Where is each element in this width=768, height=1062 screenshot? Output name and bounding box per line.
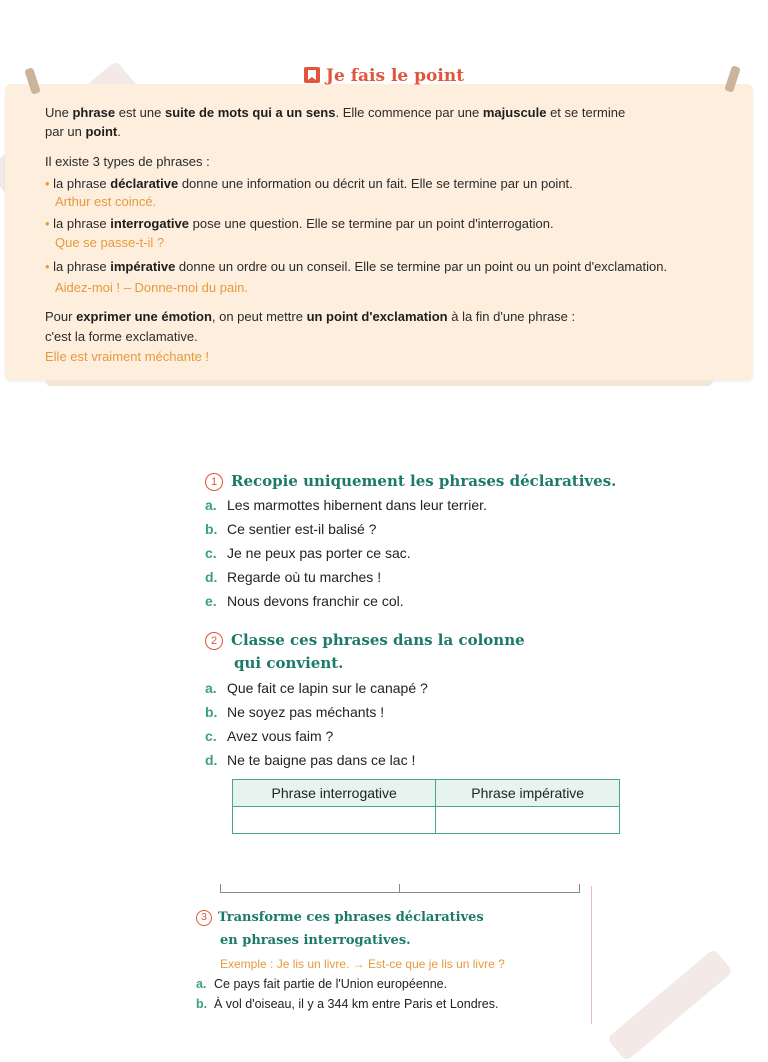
exercise-3-title — [196, 908, 484, 927]
item-letter: a. — [205, 680, 217, 696]
text: la phrase — [53, 216, 111, 231]
exercise-1-title — [205, 470, 616, 492]
keyword: phrase — [72, 105, 116, 120]
item-text: Ne te baigne pas dans ce lac ! — [227, 752, 416, 768]
example-interrogative: Que se passe-t-il ? — [55, 235, 165, 250]
item-text: Regarde où tu marches ! — [227, 569, 382, 585]
keyword: point — [85, 124, 118, 139]
bullet: • — [45, 259, 54, 274]
list-item — [205, 519, 376, 539]
summary-title-text: Je fais le point — [325, 66, 465, 86]
keyword: exprimer une émotion — [76, 309, 212, 324]
summary-title — [0, 66, 768, 86]
classification-table — [232, 779, 620, 834]
exercise-number: 3 — [196, 910, 212, 926]
cropped-table-edge — [220, 884, 580, 893]
table-cell — [233, 807, 436, 834]
item-letter: b. — [196, 997, 208, 1011]
exercise-2-title-line-2: qui convient. — [234, 654, 344, 672]
list-item — [205, 702, 384, 722]
exercise-3-title-line-2: en phrases interrogatives. — [220, 933, 411, 948]
text: . — [117, 124, 121, 139]
type-interrogative — [45, 215, 745, 233]
exercise-title-text: Classe ces phrases dans la colonne — [231, 631, 525, 649]
keyword: interrogative — [110, 216, 190, 231]
list-item — [205, 567, 381, 587]
bullet: • — [45, 176, 54, 191]
item-letter: c. — [205, 728, 217, 744]
item-text: Ce sentier est-il balisé ? — [227, 521, 377, 537]
text: donne une information ou décrit un fait. Elle se termine par un point. — [178, 176, 573, 191]
text: la phrase — [53, 259, 111, 274]
text: par un — [45, 124, 86, 139]
list-item — [205, 591, 404, 611]
text: , on peut mettre — [211, 309, 307, 324]
keyword: impérative — [110, 259, 176, 274]
emotion-example: Elle est vraiment méchante ! — [45, 349, 210, 364]
list-item — [205, 495, 487, 515]
text: la phrase — [53, 176, 111, 191]
text: donne un ordre ou un conseil. Elle se termine par un point ou un point d'exclamation. — [175, 259, 668, 274]
list-item — [196, 975, 447, 993]
item-letter: a. — [196, 977, 207, 991]
text: est une — [115, 105, 165, 120]
example-declarative: Arthur est coincé. — [55, 194, 157, 209]
type-declarative — [45, 175, 745, 193]
text: et se termine — [546, 105, 626, 120]
exercise-number: 2 — [205, 632, 223, 650]
exercise-title-text: Recopie uniquement les phrases déclaratives. — [231, 472, 617, 490]
bullet: • — [45, 216, 54, 231]
item-text: Avez vous faim ? — [227, 728, 334, 744]
table-divider — [399, 884, 400, 892]
list-item — [205, 678, 428, 698]
item-letter: d. — [205, 569, 218, 585]
list-item — [205, 726, 333, 746]
keyword: un point d'exclamation — [306, 309, 448, 324]
exercise-2-title — [205, 629, 525, 651]
text: pose une question. Elle se termine par un point d'interrogation. — [189, 216, 554, 231]
item-text: Que fait ce lapin sur le canapé ? — [227, 680, 428, 696]
item-letter: e. — [205, 593, 217, 609]
item-text: Je ne peux pas porter ce sac. — [227, 545, 411, 561]
box-shadow — [45, 380, 713, 386]
emotion-line-1 — [45, 308, 745, 326]
item-text: Ne soyez pas méchants ! — [227, 704, 385, 720]
example-imperative: Aidez-moi ! – Donne-moi du pain. — [55, 280, 248, 295]
exercise-number: 1 — [205, 473, 223, 491]
keyword: déclarative — [110, 176, 179, 191]
exercise-title-text: Transforme ces phrases déclaratives — [218, 910, 484, 925]
definition-line-1 — [45, 104, 745, 122]
list-item — [205, 543, 411, 563]
emotion-line-2: c'est la forme exclamative. — [45, 329, 198, 344]
item-text: Les marmottes hibernent dans leur terrier. — [227, 497, 487, 513]
text: Pour — [45, 309, 77, 324]
margin-line — [591, 886, 592, 1024]
keyword: suite de mots qui a un sens — [164, 105, 336, 120]
text: . Elle commence par une — [335, 105, 483, 120]
bookmark-icon — [304, 67, 320, 83]
text: à la fin d'une phrase : — [447, 309, 576, 324]
item-text: À vol d'oiseau, il y a 344 km entre Paris et Londres. — [214, 997, 499, 1011]
list-item — [196, 995, 498, 1013]
list-item — [205, 750, 415, 770]
item-letter: a. — [205, 497, 217, 513]
column-header: Phrase impérative — [436, 780, 620, 807]
item-letter: c. — [205, 545, 217, 561]
item-letter: b. — [205, 521, 218, 537]
text: Une — [45, 105, 73, 120]
item-letter: d. — [205, 752, 218, 768]
table-cell — [436, 807, 620, 834]
watermark-stroke — [607, 949, 734, 1062]
definition-line-2 — [45, 123, 745, 141]
table-row — [233, 807, 620, 834]
type-imperative — [45, 258, 745, 276]
item-text: Nous devons franchir ce col. — [227, 593, 404, 609]
item-text: Ce pays fait partie de l'Union européenne. — [214, 977, 448, 991]
exercise-3-example: Exemple : Je lis un livre. → Est-ce que je lis un livre ? — [220, 957, 505, 971]
types-intro: Il existe 3 types de phrases : — [45, 154, 210, 169]
item-letter: b. — [205, 704, 218, 720]
table-header-row — [233, 780, 620, 807]
keyword: majuscule — [482, 105, 547, 120]
column-header: Phrase interrogative — [233, 780, 436, 807]
